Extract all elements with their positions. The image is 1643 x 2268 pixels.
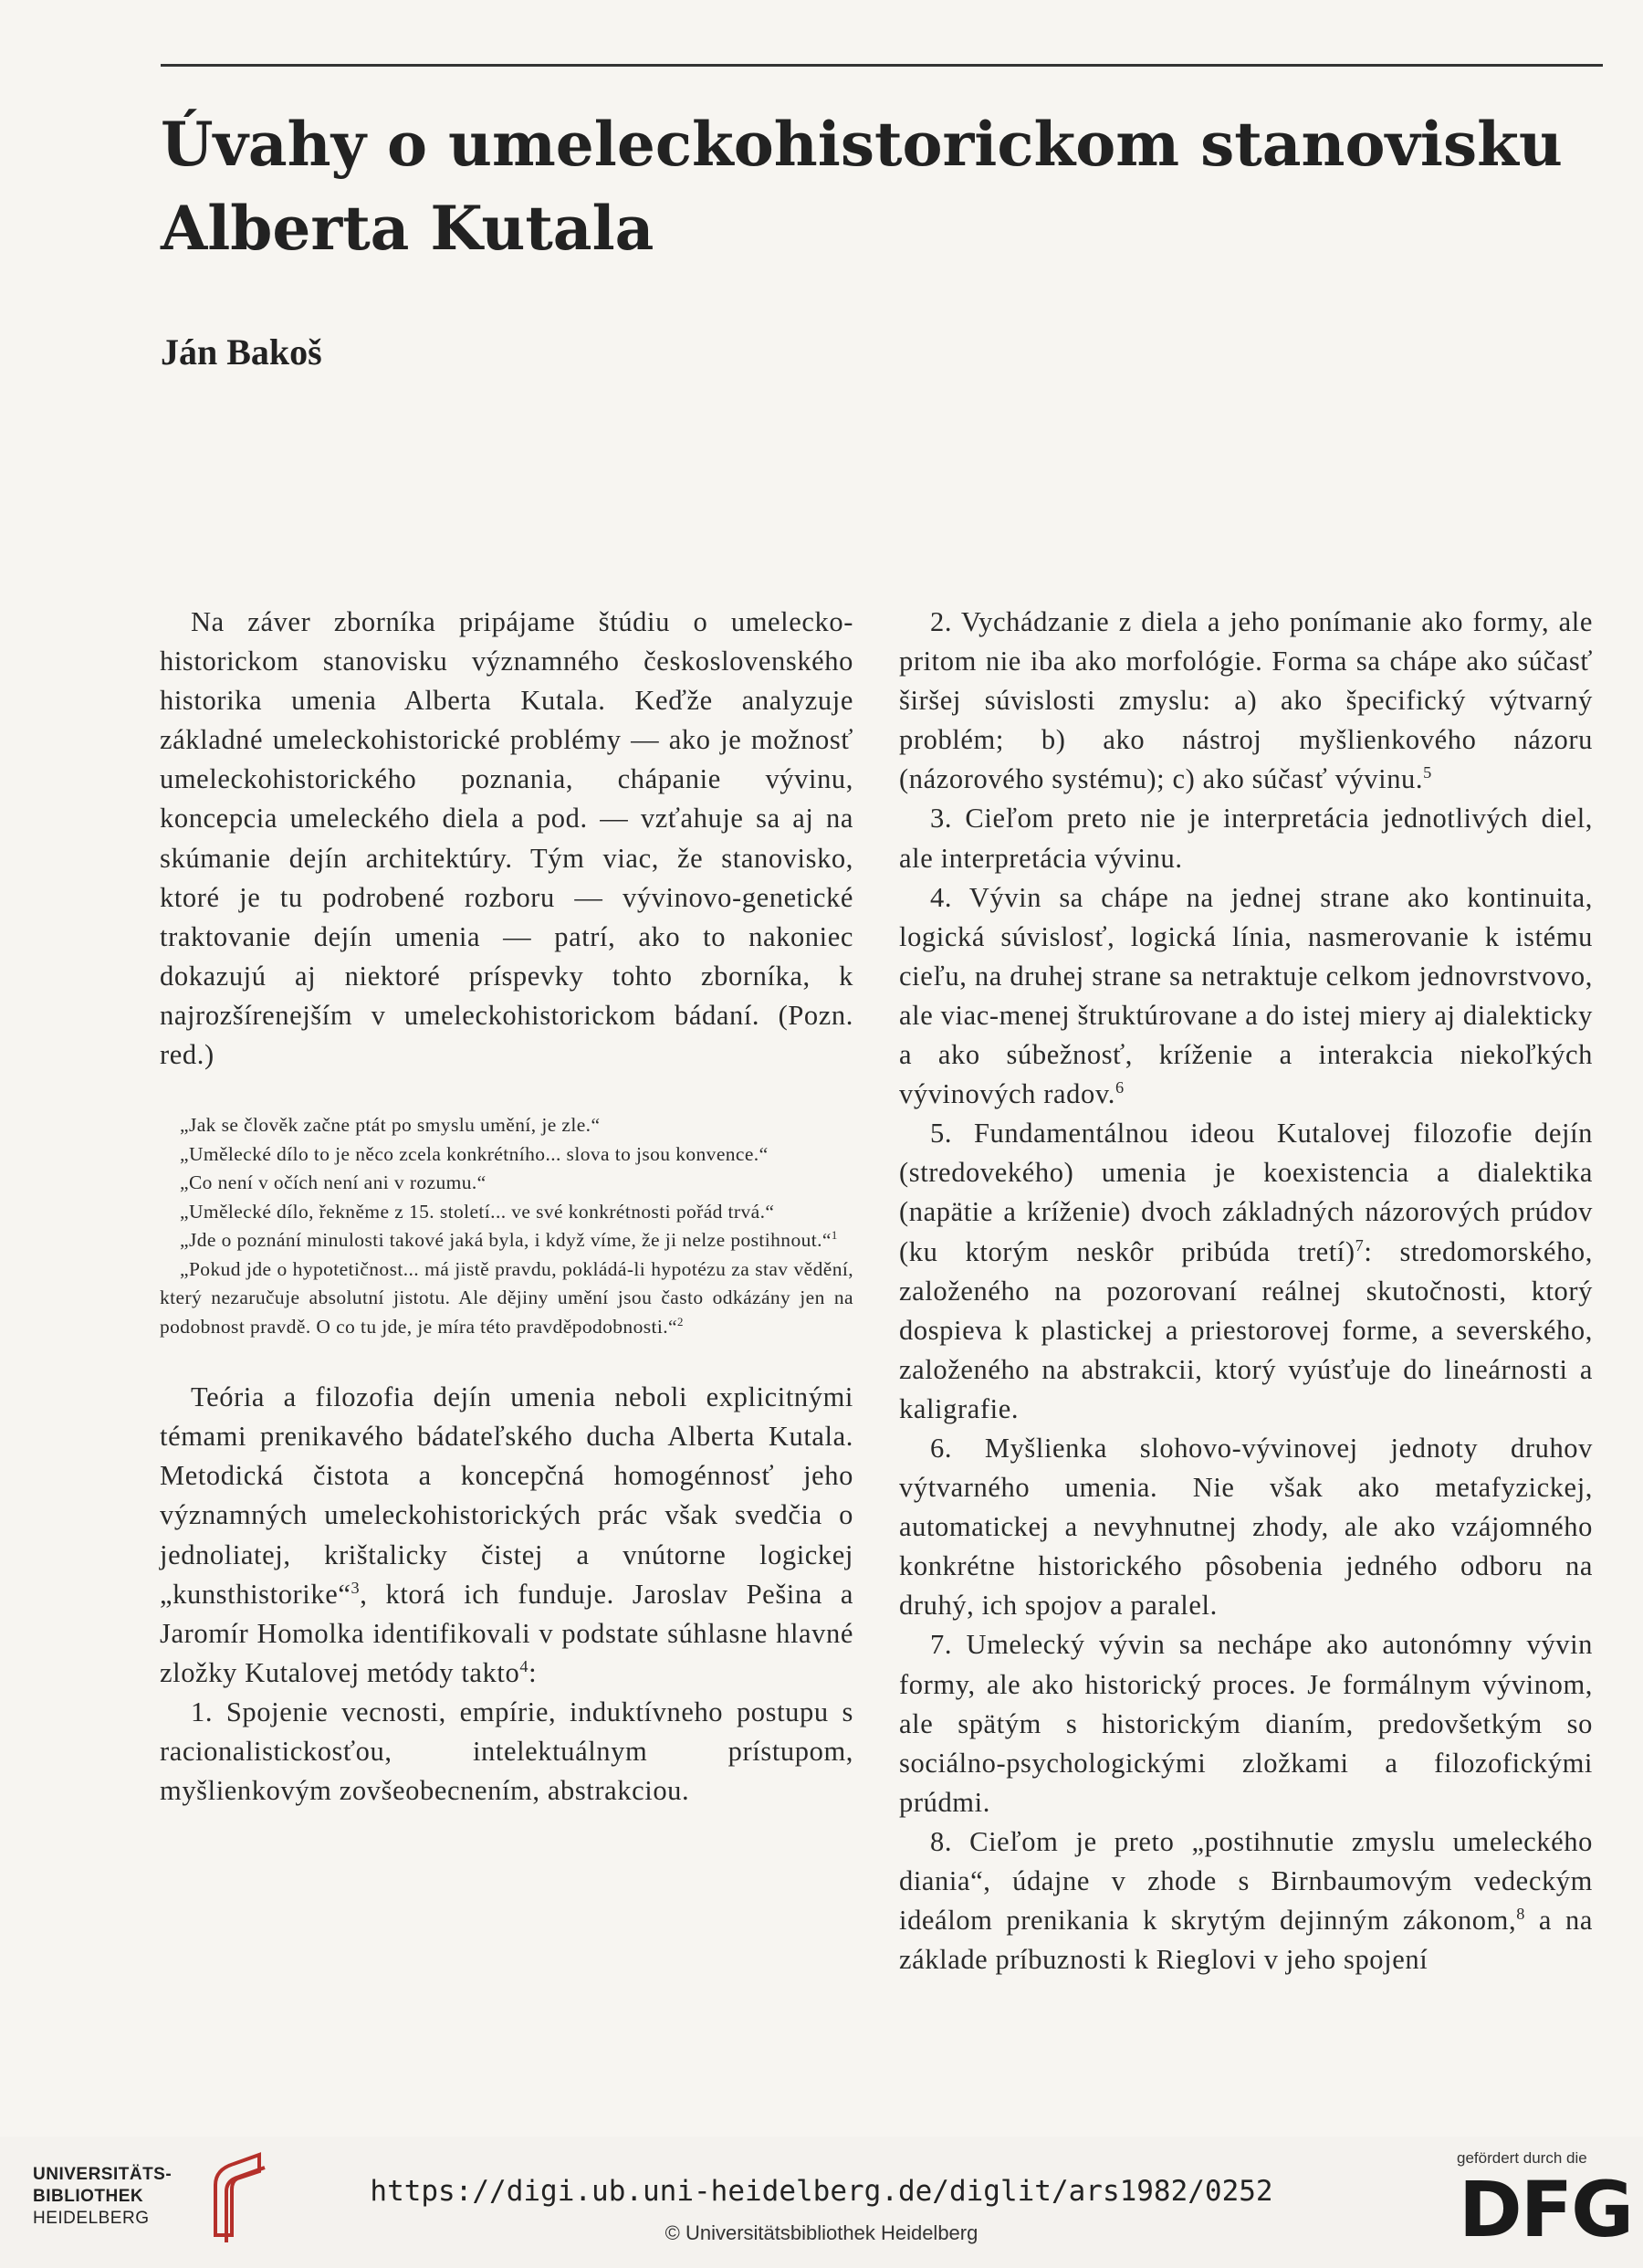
method-item-7: 7. Umelecký vývin sa nechápe ako autonómny vývin formy, ale ako historický proces. Je formálnym vývinom, ale spätým s historickým dianím, predovšetkým so sociálno-psychologickými zložkami a filozofickými prúdmi. xyxy=(899,1629,1593,1818)
library-name-line: HEIDELBERG xyxy=(33,2209,150,2228)
article-title xyxy=(161,102,1585,270)
method-item-2: 2. Vychádzanie z diela a jeho ponímanie ako formy, ale pritom nie iba ako morfológie. Forma sa chápe ako súčasť širšej súvislosti zmyslu: a) ako špecifický výtvarný problém; b) ako nástroj myšlienkového názoru (názorového systému); c) ako súčasť vývinu.$^5$ xyxy=(899,606,1593,795)
left-column xyxy=(160,603,853,1811)
footnote-ref: 6 xyxy=(1115,1077,1125,1097)
quote-item: „Co není v očích není ani v rozumu.“ xyxy=(180,1171,487,1194)
method-item-6: 6. Myšlienka slohovo-vývinovej jednoty druhov výtvarného umenia. Nie však ako metafyzickej, automatickej a nevyhnutnej zhody, ale ako vzájomného konkrétne historického pôsobenia jedného odboru na druhý, ich spojov a paralel. xyxy=(899,1432,1593,1622)
footer-bar xyxy=(0,2137,1643,2268)
quote-item: „Jak se člověk začne ptát po smyslu umění, je zle.“ xyxy=(180,1114,601,1137)
quote-item: „Jde o poznání minulosti takové jaká byla, i když víme, že ji nelze postihnout.“$^1$ xyxy=(180,1228,838,1252)
footnote-ref: 1 xyxy=(831,1228,838,1242)
footnote-ref: 8 xyxy=(1516,1904,1525,1923)
author-name: Ján Bakoš xyxy=(161,331,322,373)
title-line-1: Úvahy o umeleckohistorickom stanovisku xyxy=(161,109,1563,180)
epigraph-quotes xyxy=(160,1111,853,1341)
editorial-intro: Na záver zborníka pripájame štúdiu o umelecko-historickom stanovisku významného československého historika umenia Alberta Kutala. Keďže analyzuje základné umeleckohistorické problémy — ako je možnosť umeleckohistorického poznania, chápanie vývinu, koncepcia umeleckého diela a pod. — vzťahuje sa aj na skúmanie dejín architektúry. Tým viac, že stanovisko, ktoré je tu podrobené rozboru — vývinovo-genetické traktovanie dejín umenia — patrí, ako to nakoniec dokazujú aj niektoré príspevky tohto zborníka, k najrozšírenejším v umeleckohistorickom bádaní. (Pozn. red.) xyxy=(160,606,853,1071)
dfg-caption: gefördert durch die xyxy=(1457,2149,1587,2167)
footnote-ref: 5 xyxy=(1423,763,1432,782)
top-rule xyxy=(161,64,1603,67)
footnote-ref: 7 xyxy=(1355,1235,1365,1255)
dfg-logo[interactable]: DFG xyxy=(1459,2165,1633,2254)
footnote-ref: 4 xyxy=(519,1656,529,1675)
method-item-4: 4. Vývin sa chápe na jednej strane ako kontinuita, logická súvislosť, logická línia, nasmerovanie k istému cieľu, na druhej strane sa netraktuje celkom jednovrstvovo, ale viac-menej štruktúrovane a do istej miery aj dialekticky a ako súbežnosť, kríženie a interakcia niekoľkých vývinových radov.$^6$ xyxy=(899,881,1593,1110)
title-line-2: Alberta Kutala xyxy=(161,193,654,264)
footnote-ref: 2 xyxy=(676,1315,684,1328)
body-paragraph: Teória a filozofia dejín umenia neboli explicitnými témami prenikavého bádateľského ducha Alberta Kutala. Metodická čistota a koncepčná homogénnosť jeho významných umeleckohistorických prác však svedčia o jednoliatej, krištalicky čistej a vnútorne logickej „kunsthistorike“$^3$, ktorá ich funduje. Jaroslav Pešina a Jaromír Homolka identifikovali v podstate súhlasne hlavné zložky Kutalovej metódy takto$^4$: xyxy=(160,1381,853,1688)
quote-item: „Pokud jde o hypotetičnost... má jistě pravdu, pokládá-li hypotézu za stav vědění, který nezaručuje absolutní jistotu. Ale dějiny umění jsou často odkázány jen na podobnost pravdě. O co tu jde, je míra této pravděpodobnosti.“$^2$ xyxy=(160,1257,853,1338)
copyright-notice: © Universitätsbibliothek Heidelberg xyxy=(665,2221,978,2244)
quote-item: „Umělecké dílo to je něco zcela konkrétního... slova to jsou konvence.“ xyxy=(180,1142,769,1165)
method-item-8: 8. Cieľom je preto „postihnutie zmyslu umeleckého diania“, údajne v zhode s Birnbaumovým vedeckým ideálom prenikania k skrytým dejinným zákonom,$^8$ a na základe príbuznosti k Rieglovi v jeho spojení xyxy=(899,1825,1594,1976)
quote-item: „Umělecké dílo, řekněme z 15. století... ve své konkrétnosti pořád trvá.“ xyxy=(180,1200,775,1223)
library-name-line: UNIVERSITÄTS- xyxy=(33,2165,173,2184)
permalink-url[interactable]: https://digi.ub.uni-heidelberg.de/diglit/ars1982/0252 xyxy=(370,2175,1273,2208)
method-item-3: 3. Cieľom preto nie je interpretácia jednotlivých diel, ale interpretácia vývinu. xyxy=(899,803,1593,874)
method-item-1: 1. Spojenie vecnosti, empírie, induktívneho postupu s racionalistickosťou, intelektuálnym prístupom, myšlienkovým zovšeobecnením, abstrakciou. xyxy=(160,1696,853,1807)
library-name-line: BIBLIOTHEK xyxy=(33,2187,144,2206)
right-column xyxy=(899,603,1593,1979)
method-item-5: 5. Fundamentálnou ideou Kutalovej filozofie dejín (stredovekého) umenia je koexistencia a dialektika (napätie a kríženie) dvoch základných názorových prúdov (ku ktorým neskôr pribúda tretí)$^7$: stredomorského, založeného na pozorovaní reálnej skutočnosti, ktorý dospieva k plastickej a priestorovej forme, a severského, založeného na abstrakcii, ktorý vyúsťuje do lineárnosti a kaligrafie. xyxy=(899,1118,1593,1424)
footnote-ref: 3 xyxy=(351,1578,361,1597)
